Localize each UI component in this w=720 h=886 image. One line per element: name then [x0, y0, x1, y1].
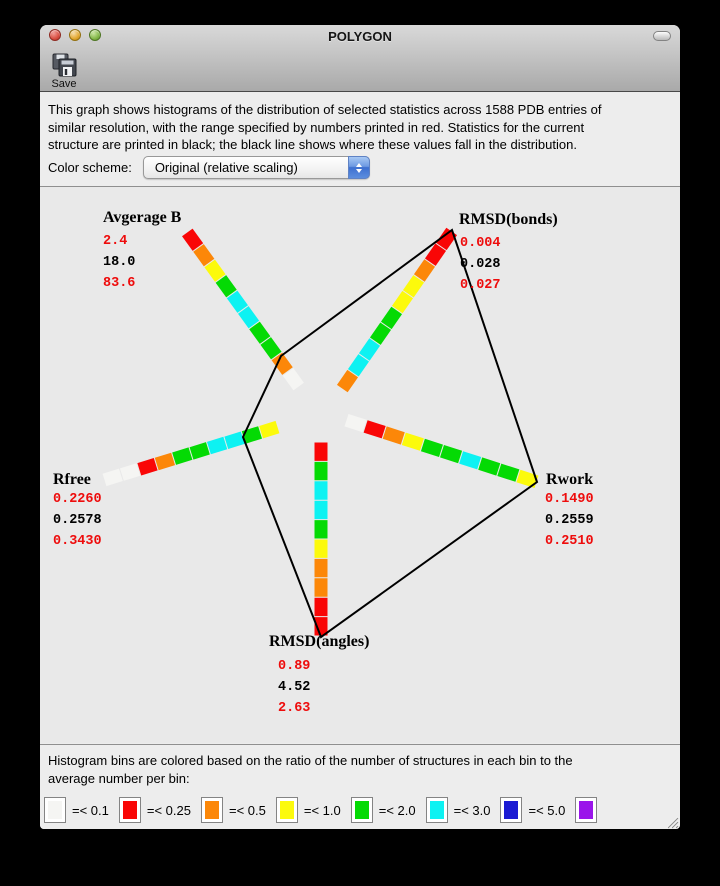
histogram-bin-rwork-2 — [385, 433, 403, 439]
axis-values-avgerage-b — [103, 231, 135, 294]
legend-bins-row — [44, 797, 597, 823]
polygon-plot — [40, 187, 680, 743]
legend-text — [48, 752, 668, 787]
histogram-bin-avgerage-b-9 — [187, 232, 198, 247]
histogram-bin-rwork-3 — [404, 439, 422, 445]
color-scheme-select[interactable] — [143, 156, 370, 179]
legend-color-yellow — [280, 801, 294, 819]
axis-label-avgerage-b: Avgerage B — [103, 209, 182, 226]
color-scheme-label: Color scheme: — [48, 160, 132, 175]
histogram-bin-rfree-6 — [157, 459, 173, 464]
axis-rmsd-bonds-current: 0.028 — [460, 257, 501, 272]
legend-color-white — [48, 801, 62, 819]
histogram-bin-rfree-7 — [139, 464, 155, 469]
histogram-bin-rmsd-bonds-6 — [408, 279, 418, 294]
histogram-bin-rwork-1 — [366, 426, 384, 432]
axis-rmsd-bonds-range-max: 0.027 — [460, 278, 501, 293]
axis-rwork-current: 0.2559 — [545, 513, 594, 528]
histogram-bin-rwork-6 — [461, 457, 479, 463]
polygon-chart-canvas — [40, 187, 680, 743]
axis-label-rmsd-bonds: RMSD(bonds) — [459, 211, 558, 228]
axis-rmsd-angles-range-max: 2.63 — [278, 701, 311, 716]
legend-text-line: Histogram bins are colored based on the ratio of the number of structures in each bin to the — [48, 753, 573, 768]
histogram-bin-avgerage-b-3 — [255, 325, 266, 340]
axis-label-rfree: Rfree — [53, 471, 91, 488]
axis-rmsd-bonds-range-min: 0.004 — [460, 236, 501, 251]
axis-rmsd-angles-range-min: 0.89 — [278, 659, 311, 674]
histogram-bin-rfree-5 — [174, 454, 190, 459]
resize-grip[interactable] — [665, 815, 679, 829]
legend-bin-label-3: =< 1.0 — [303, 802, 341, 818]
histogram-bin-rwork-0 — [347, 420, 365, 426]
histogram-bin-avgerage-b-1 — [277, 356, 288, 371]
axis-label-rwork: Rwork — [546, 471, 594, 488]
legend-color-blue — [504, 801, 518, 819]
legend-bin-label-6: =< 5.0 — [528, 802, 566, 818]
histogram-bin-rmsd-bonds-0 — [342, 374, 352, 389]
histogram-bin-rwork-7 — [480, 464, 498, 470]
axis-rfree-range-max: 0.3430 — [53, 534, 102, 549]
axis-rfree-range-min: 0.2260 — [53, 492, 102, 507]
histogram-bin-rmsd-bonds-5 — [397, 295, 407, 310]
histogram-bin-rwork-5 — [442, 451, 460, 457]
description-panel — [40, 93, 680, 187]
legend-swatch-cyan — [426, 797, 448, 823]
axis-rfree-current: 0.2578 — [53, 513, 102, 528]
description-line: This graph shows histograms of the distribution of selected statistics across 1588 PDB entries of — [48, 102, 602, 117]
histogram-bin-rmsd-bonds-3 — [375, 326, 385, 341]
legend-color-purple — [579, 801, 593, 819]
save-icon — [52, 53, 77, 77]
legend-bin-label-2: =< 0.5 — [228, 802, 266, 818]
histogram-bin-avgerage-b-8 — [199, 248, 210, 263]
histogram-bin-rmsd-bonds-4 — [386, 310, 396, 325]
histogram-bin-avgerage-b-0 — [288, 372, 299, 387]
window-title: POLYGON — [328, 29, 392, 44]
titlebar[interactable] — [40, 25, 680, 46]
legend-swatch-red — [119, 797, 141, 823]
histogram-bin-rwork-8 — [499, 470, 517, 476]
legend-bin-label-4: =< 2.0 — [378, 802, 416, 818]
histogram-bin-rfree-4 — [192, 448, 208, 453]
axis-rwork-range-max: 0.2510 — [545, 534, 594, 549]
axis-label-rmsd-angles: RMSD(angles) — [269, 633, 370, 650]
histogram-bin-rwork-4 — [423, 445, 441, 451]
legend-bin-label-0: =< 0.1 — [72, 802, 109, 818]
polygon-window — [40, 25, 680, 829]
histogram-bin-rfree-8 — [122, 470, 138, 475]
histogram-bin-avgerage-b-4 — [243, 310, 254, 325]
legend-text-line: average number per bin: — [48, 770, 190, 786]
histogram-bin-rmsd-bonds-8 — [430, 247, 440, 262]
color-scheme-row — [48, 156, 370, 179]
axis-avgerage-b-range-max: 83.6 — [103, 276, 136, 291]
legend-swatch-green — [351, 797, 373, 823]
histogram-bin-avgerage-b-5 — [232, 294, 243, 309]
window-header — [40, 25, 680, 92]
save-button-label: Save — [51, 78, 77, 90]
legend-color-red — [123, 801, 137, 819]
description-text — [48, 101, 668, 154]
histogram-bin-rmsd-bonds-2 — [364, 342, 374, 357]
histogram-bin-rfree-1 — [244, 432, 260, 437]
popup-arrows-icon — [348, 156, 370, 179]
histogram-bin-rmsd-bonds-1 — [353, 358, 363, 373]
legend-bin-label-5: =< 3.0 — [453, 802, 491, 818]
legend-swatch-white — [44, 797, 66, 823]
axis-avgerage-b-current: 18.0 — [103, 255, 136, 270]
toolbar-toggle-button[interactable] — [653, 31, 671, 41]
histogram-bin-avgerage-b-2 — [266, 341, 277, 356]
legend-color-green — [355, 801, 369, 819]
histogram-bin-rmsd-bonds-7 — [419, 263, 429, 278]
description-line: similar resolution, with the range specified by numbers printed in red. Statistics for the current — [48, 119, 585, 135]
histogram-bin-rfree-3 — [209, 443, 225, 448]
legend-swatch-blue — [500, 797, 522, 823]
legend-swatch-yellow — [276, 797, 298, 823]
save-button[interactable] — [45, 53, 83, 90]
axis-avgerage-b-range-min: 2.4 — [103, 234, 128, 249]
legend-color-orange — [205, 801, 219, 819]
color-scheme-value: Original (relative scaling) — [154, 160, 298, 175]
histogram-bin-avgerage-b-6 — [221, 279, 232, 294]
legend-color-cyan — [430, 801, 444, 819]
legend-swatch-purple — [575, 797, 597, 823]
axis-values-rwork — [545, 489, 594, 552]
histogram-bin-rfree-0 — [261, 427, 277, 432]
axis-values-rmsd-angles — [278, 656, 310, 719]
legend-bin-label-1: =< 0.25 — [146, 802, 191, 818]
axis-values-rmsd-bonds — [460, 233, 501, 296]
description-line: structure are printed in black; the black line shows where these values fall in the distribution. — [48, 137, 577, 152]
axis-values-rfree — [53, 489, 102, 552]
histogram-bin-rfree-9 — [105, 475, 121, 480]
histogram-bin-rwork-9 — [518, 476, 536, 482]
axis-rmsd-angles-current: 4.52 — [278, 680, 311, 695]
histogram-bin-avgerage-b-7 — [210, 263, 221, 278]
legend-panel — [40, 744, 680, 829]
axis-rwork-range-min: 0.1490 — [545, 492, 594, 507]
histogram-bin-rfree-2 — [226, 438, 242, 443]
legend-swatch-orange — [201, 797, 223, 823]
